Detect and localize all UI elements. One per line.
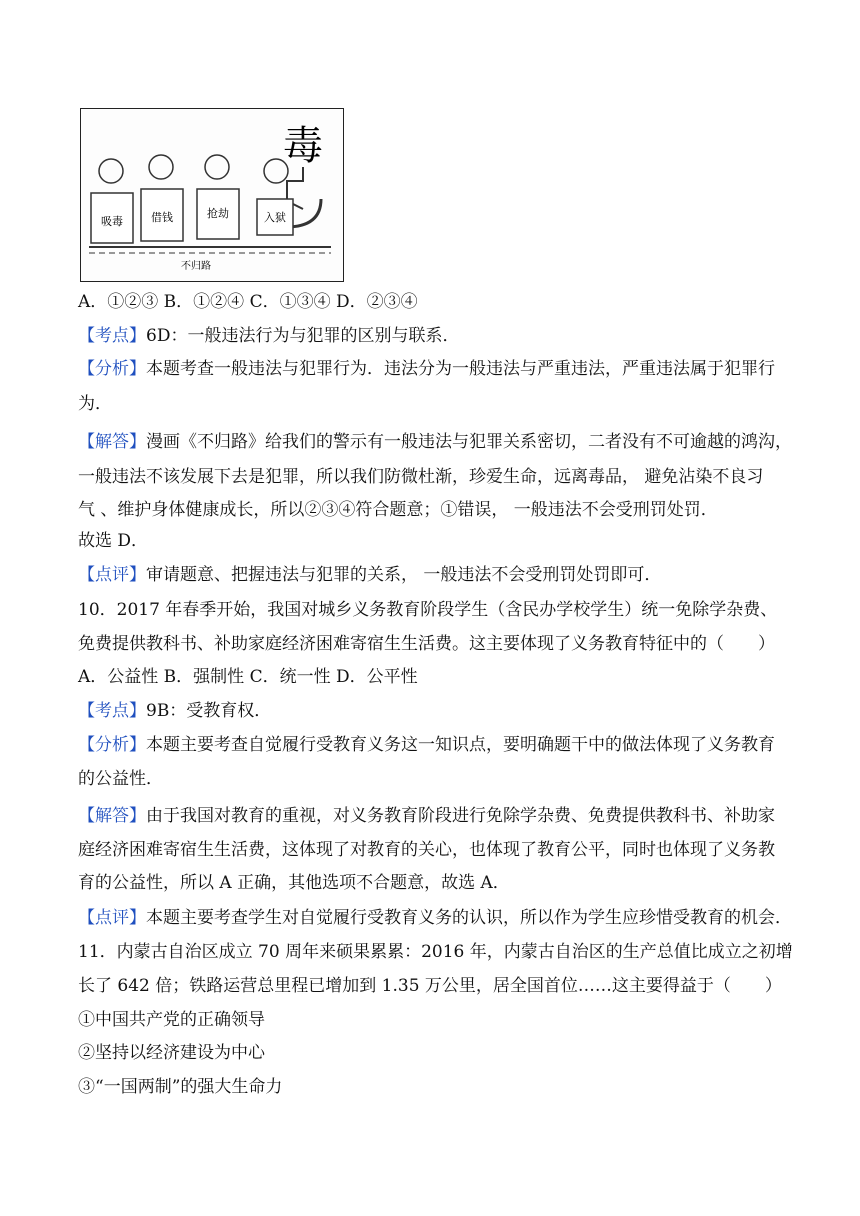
line-text: 由于我国对教育的重视，对义务教育阶段进行免除学杂费、免费提供教科书、补助家	[146, 806, 775, 826]
cartoon-drawing	[81, 109, 343, 281]
section-tag: 【分析】	[78, 735, 146, 755]
line-text: 本题考查一般违法与犯罪行为．违法分为一般违法与严重违法，严重违法属于犯罪行	[146, 359, 775, 379]
line-text: 庭经济困难寄宿生生活费，这体现了对教育的关心，也体现了教育公平，同时也体现了义务教	[78, 840, 775, 860]
text-line	[78, 839, 775, 861]
line-text: 本题主要考查自觉履行受教育义务这一知识点，要明确题干中的做法体现了义务教育	[146, 735, 775, 755]
line-text: 一般违法不该发展下去是犯罪，所以我们防微杜渐，珍爱生命，远离毒品， 避免沾染不良习	[78, 467, 764, 487]
line-text: 11．内蒙古自治区成立 70 周年来硕果累累：2016 年，内蒙古自治区的生产总值比成立之初增	[78, 942, 793, 962]
line-text: A．公益性 B．强制性 C．统一性 D．公平性	[78, 667, 418, 687]
text-line	[78, 499, 718, 521]
cart-1	[91, 159, 133, 243]
section-tag: 【解答】	[78, 432, 146, 452]
cart-label: 抢劫	[207, 207, 229, 220]
text-line	[78, 872, 510, 894]
section-tag: 【点评】	[78, 565, 146, 585]
cartoon-top-char: 毒	[283, 123, 323, 169]
line-text: 育的公益性，所以 A 正确，其他选项不合题意，故选 A．	[78, 873, 510, 893]
line-text: 长了 642 倍；铁路运营总里程已增加到 1.35 万公里，居全国首位……这主要得益于（ ）	[78, 976, 782, 996]
line-text: 审请题意、把握违法与犯罪的关系， 一般违法不会受刑罚处罚即可．	[146, 565, 662, 585]
cart-3	[197, 155, 239, 239]
text-line	[78, 633, 775, 655]
line-text: 本题主要考查学生对自觉履行受教育义务的认识，所以作为学生应珍惜受教育的机会．	[146, 908, 792, 928]
cart-2	[141, 155, 183, 241]
section-tag: 【分析】	[78, 359, 146, 379]
text-line	[78, 599, 777, 621]
line-text: 气 、维护身体健康成长，所以②③④符合题意；①错误， 一般违法不会受刑罚处罚．	[78, 500, 718, 520]
text-line	[78, 941, 793, 963]
text-line	[78, 530, 148, 552]
text-line	[78, 564, 661, 586]
cart-label: 借钱	[151, 211, 173, 224]
cartoon-image	[80, 108, 344, 282]
cartoon-road-label: 不归路	[181, 261, 211, 272]
text-line	[78, 805, 775, 827]
line-text: ②坚持以经济建设为中心	[78, 1043, 265, 1063]
line-text: 10．2017 年春季开始，我国对城乡义务教育阶段学生（含民办学校学生）统一免除学杂费、	[78, 600, 778, 620]
text-line	[78, 1076, 282, 1098]
section-tag: 【考点】	[78, 326, 146, 346]
line-text: 故选 D．	[78, 531, 149, 551]
text-line	[78, 907, 792, 929]
text-line	[78, 1042, 265, 1064]
text-line	[78, 358, 775, 380]
cart-label: 吸毒	[101, 215, 123, 228]
line-text: 6D：一般违法行为与犯罪的区别与联系．	[146, 326, 460, 346]
line-text: 为．	[78, 394, 112, 414]
line-text: 免费提供教科书、补助家庭经济困难寄宿生生活费。这主要体现了义务教育特征中的（ ）	[78, 634, 775, 654]
text-line	[78, 975, 782, 997]
text-line	[78, 700, 271, 722]
text-line	[78, 325, 459, 347]
line-text: 的公益性．	[78, 769, 163, 789]
text-line	[78, 393, 112, 415]
line-text: ③“一国两制”的强大生命力	[78, 1077, 283, 1097]
section-tag: 【考点】	[78, 701, 146, 721]
line-text: 漫画《不归路》给我们的警示有一般违法与犯罪关系密切，二者没有不可逾越的鸿沟，	[146, 432, 792, 452]
text-line	[78, 431, 792, 453]
text-line	[78, 466, 763, 488]
line-text: A．①②③ B．①②④ C．①③④ D．②③④	[78, 292, 418, 312]
text-line	[78, 734, 775, 756]
text-line	[78, 1009, 265, 1031]
section-tag: 【解答】	[78, 806, 146, 826]
line-text: ①中国共产党的正确领导	[78, 1010, 265, 1030]
text-line	[78, 768, 163, 790]
cart-label: 入狱	[264, 211, 286, 224]
line-text: 9B：受教育权．	[146, 701, 272, 721]
text-line	[78, 666, 418, 688]
text-line	[78, 291, 418, 313]
section-tag: 【点评】	[78, 908, 146, 928]
